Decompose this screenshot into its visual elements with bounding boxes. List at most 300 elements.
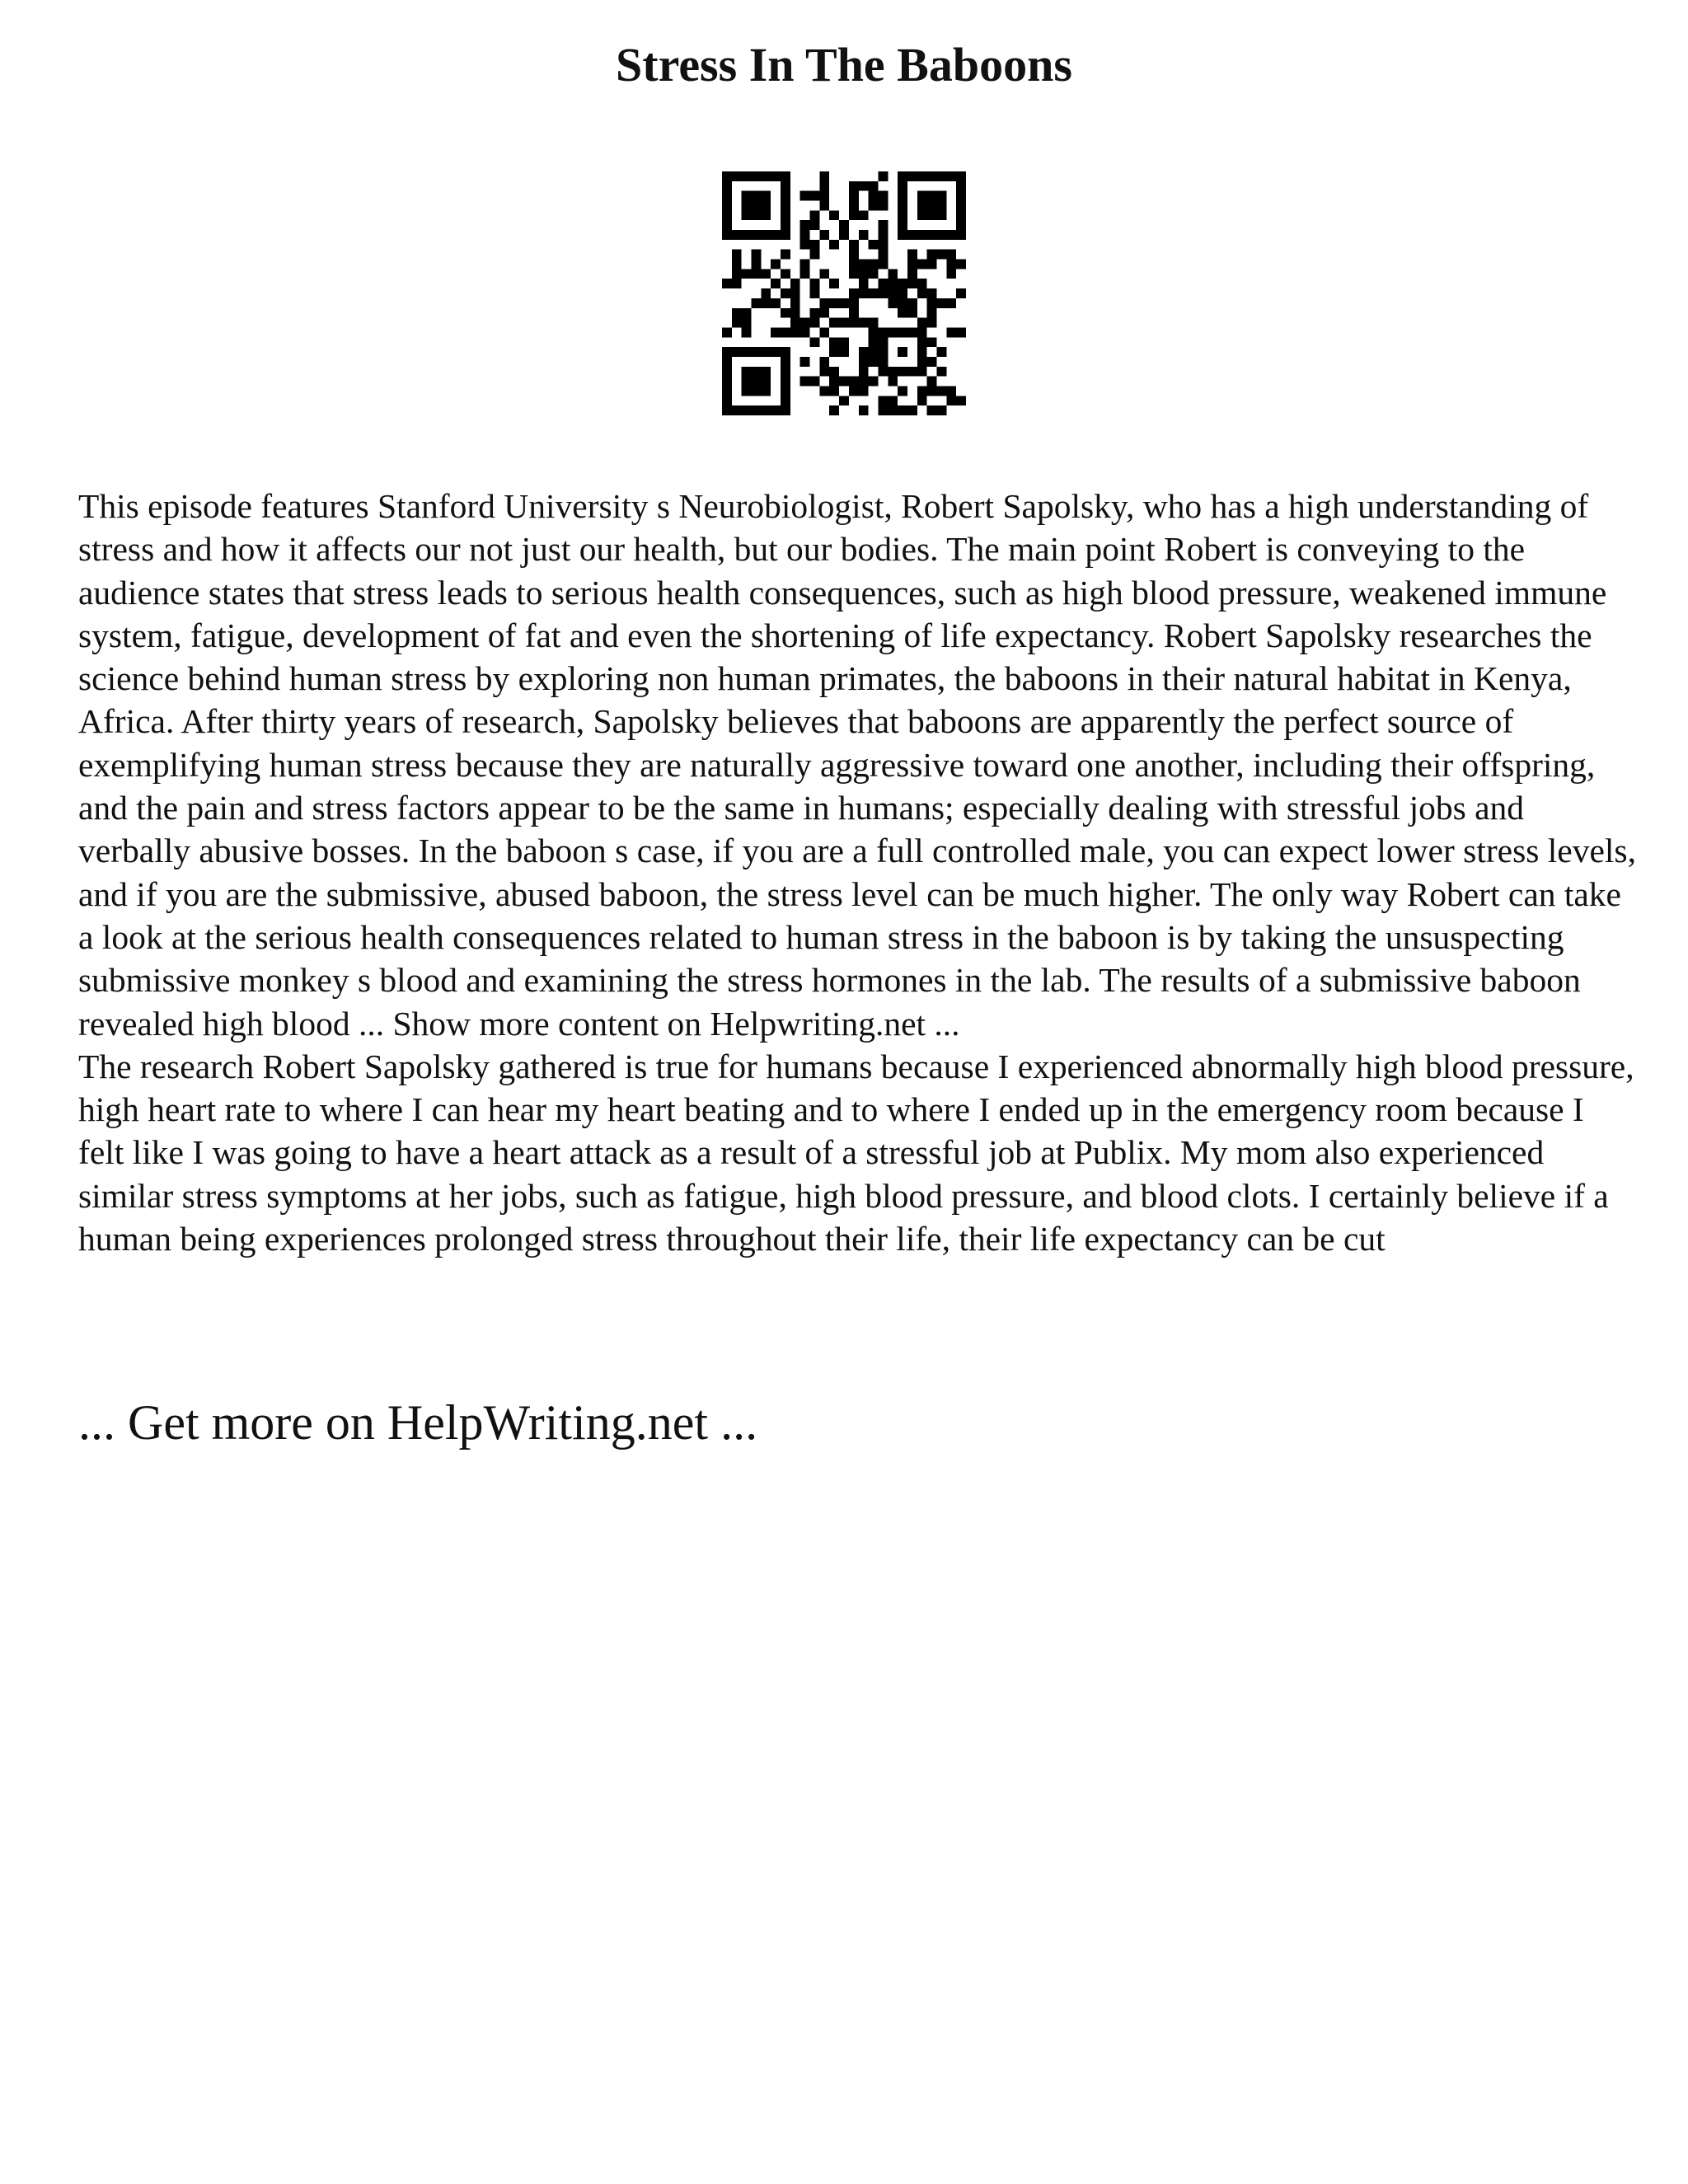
qr-module bbox=[946, 260, 956, 269]
qr-module bbox=[898, 191, 907, 201]
qr-module bbox=[752, 377, 762, 387]
qr-module bbox=[917, 230, 927, 240]
qr-module bbox=[898, 288, 907, 298]
qr-module bbox=[810, 308, 820, 318]
qr-module bbox=[936, 210, 946, 220]
qr-module bbox=[800, 377, 810, 387]
qr-module bbox=[869, 181, 879, 191]
qr-module bbox=[898, 386, 907, 396]
qr-module bbox=[936, 386, 946, 396]
qr-module bbox=[781, 250, 790, 260]
qr-module bbox=[927, 191, 937, 201]
qr-module bbox=[800, 327, 810, 337]
qr-module bbox=[781, 367, 790, 377]
qr-module bbox=[898, 181, 907, 191]
qr-module bbox=[742, 191, 752, 201]
qr-module bbox=[936, 191, 946, 201]
qr-module bbox=[907, 308, 917, 318]
qr-module bbox=[888, 327, 898, 337]
qr-module bbox=[936, 171, 946, 181]
qr-module bbox=[829, 347, 839, 357]
qr-module bbox=[849, 298, 859, 308]
qr-module bbox=[869, 357, 879, 367]
qr-code-graphic bbox=[722, 171, 966, 415]
qr-module bbox=[917, 367, 927, 377]
qr-module bbox=[819, 171, 829, 181]
qr-module bbox=[946, 386, 956, 396]
qr-module bbox=[839, 377, 849, 387]
qr-module bbox=[732, 171, 742, 181]
qr-module bbox=[810, 220, 820, 230]
qr-module bbox=[781, 191, 790, 201]
qr-module bbox=[761, 171, 771, 181]
qr-module bbox=[781, 386, 790, 396]
qr-module bbox=[927, 357, 937, 367]
qr-module bbox=[742, 201, 752, 211]
qr-module bbox=[859, 405, 869, 415]
qr-module bbox=[810, 377, 820, 387]
qr-module bbox=[742, 171, 752, 181]
qr-module bbox=[849, 260, 859, 269]
qr-module bbox=[819, 386, 829, 396]
qr-module bbox=[732, 250, 742, 260]
qr-module bbox=[800, 357, 810, 367]
qr-module bbox=[946, 327, 956, 337]
qr-module bbox=[878, 240, 888, 250]
qr-module bbox=[859, 269, 869, 279]
qr-module bbox=[956, 260, 966, 269]
qr-module bbox=[917, 386, 927, 396]
qr-module bbox=[742, 230, 752, 240]
qr-module bbox=[761, 269, 771, 279]
qr-module bbox=[752, 191, 762, 201]
qr-module bbox=[839, 347, 849, 357]
qr-module bbox=[898, 220, 907, 230]
qr-module bbox=[732, 318, 742, 328]
qr-module bbox=[839, 318, 849, 328]
qr-module bbox=[859, 181, 869, 191]
qr-module bbox=[829, 298, 839, 308]
qr-module bbox=[722, 327, 732, 337]
qr-module bbox=[771, 230, 781, 240]
qr-module bbox=[888, 298, 898, 308]
qr-module bbox=[859, 279, 869, 288]
qr-module bbox=[829, 367, 839, 377]
qr-module bbox=[781, 308, 790, 318]
qr-module bbox=[761, 367, 771, 377]
qr-module bbox=[869, 377, 879, 387]
qr-module bbox=[752, 367, 762, 377]
paragraph-1: This episode features Stanford University s Neurobiologist, Robert Sapolsky, who has a high understanding of stress and how it affects our not just our health, but our bodies. The main point Robert is conveying to the audience states that stress leads to serious health consequences, such as high blood pressure, weakened immune system, fatigue, development of fat and even the shortening of life expectancy. Robert Sapolsky researches the science behind human stress by exploring non human primates, the baboons in their natural habitat in Kenya, Africa. After thirty years of research, Sapolsky believes that baboons are apparently the perfect source of exemplifying human stress because they are naturally aggressive toward one another, including their offspring, and the pain and stress factors appear to be the same in humans; especially dealing with stressful jobs and verbally abusive bosses. In the baboon s case, if you are a full controlled male, you can expect lower stress levels, and if you are the submissive, abused baboon, the stress level can be much higher. The only way Robert can take a look at the serious health consequences related to human stress in the baboon is by taking the unsuspecting submissive monkey s blood and examining the stress hormones in the lab. The results of a submissive baboon revealed high blood ... Show more content on Helpwriting.net ... bbox=[78, 487, 1636, 1043]
qr-module bbox=[946, 230, 956, 240]
qr-module bbox=[752, 260, 762, 269]
qr-module bbox=[722, 347, 732, 357]
qr-module bbox=[927, 377, 937, 387]
qr-module bbox=[800, 220, 810, 230]
qr-module bbox=[829, 377, 839, 387]
qr-module bbox=[771, 298, 781, 308]
qr-module bbox=[722, 171, 732, 181]
qr-module bbox=[927, 230, 937, 240]
qr-module bbox=[790, 288, 800, 298]
qr-module bbox=[898, 279, 907, 288]
qr-module bbox=[819, 298, 829, 308]
qr-module bbox=[819, 201, 829, 211]
qr-module bbox=[810, 240, 820, 250]
qr-module bbox=[898, 347, 907, 357]
qr-module bbox=[878, 288, 888, 298]
qr-module bbox=[917, 191, 927, 201]
qr-module bbox=[810, 210, 820, 220]
qr-module bbox=[722, 405, 732, 415]
qr-module bbox=[761, 230, 771, 240]
qr-module bbox=[878, 405, 888, 415]
qr-module bbox=[859, 260, 869, 269]
qr-module bbox=[849, 181, 859, 191]
qr-module bbox=[752, 386, 762, 396]
qr-module bbox=[869, 288, 879, 298]
qr-module bbox=[771, 260, 781, 269]
qr-module bbox=[781, 377, 790, 387]
qr-module bbox=[878, 279, 888, 288]
qr-module bbox=[898, 210, 907, 220]
qr-module bbox=[800, 230, 810, 240]
qr-module bbox=[869, 260, 879, 269]
qr-module bbox=[859, 377, 869, 387]
qr-module bbox=[819, 357, 829, 367]
qr-module bbox=[888, 288, 898, 298]
qr-module bbox=[878, 327, 888, 337]
qr-module bbox=[839, 230, 849, 240]
qr-module bbox=[907, 279, 917, 288]
qr-module bbox=[810, 191, 820, 201]
qr-module bbox=[907, 327, 917, 337]
qr-module bbox=[761, 191, 771, 201]
qr-module bbox=[898, 327, 907, 337]
qr-module bbox=[917, 260, 927, 269]
qr-module bbox=[790, 318, 800, 328]
qr-module bbox=[898, 171, 907, 181]
paragraph-2: The research Robert Sapolsky gathered is true for humans because I experienced abnormally high blood pressure, high heart rate to where I can hear my heart beating and to where I ended up in the emergency room because I felt like I was going to have a heart attack as a result of a stressful job at Publix. My mom also experienced similar stress symptoms at her jobs, such as fatigue, high blood pressure, and blood clots. I certainly believe if a human being experiences prolonged stress throughout their life, their life expectancy can be cut bbox=[78, 1047, 1634, 1258]
qr-module bbox=[722, 210, 732, 220]
qr-module bbox=[771, 327, 781, 337]
qr-module bbox=[849, 240, 859, 250]
qr-module bbox=[936, 298, 946, 308]
qr-module bbox=[869, 240, 879, 250]
qr-module bbox=[761, 298, 771, 308]
qr-module bbox=[956, 288, 966, 298]
qr-module bbox=[781, 181, 790, 191]
qr-module bbox=[781, 347, 790, 357]
qr-module bbox=[790, 308, 800, 318]
qr-module bbox=[878, 357, 888, 367]
qr-module bbox=[722, 357, 732, 367]
qr-module bbox=[761, 386, 771, 396]
qr-module bbox=[927, 318, 937, 328]
qr-module bbox=[781, 210, 790, 220]
qr-module bbox=[819, 367, 829, 377]
qr-module bbox=[956, 220, 966, 230]
qr-module bbox=[752, 210, 762, 220]
qr-module bbox=[917, 327, 927, 337]
qr-module bbox=[927, 171, 937, 181]
qr-module bbox=[956, 396, 966, 405]
qr-module bbox=[956, 210, 966, 220]
qr-module bbox=[752, 230, 762, 240]
qr-module bbox=[752, 405, 762, 415]
qr-module bbox=[927, 250, 937, 260]
qr-module bbox=[742, 210, 752, 220]
qr-module bbox=[829, 405, 839, 415]
qr-module bbox=[829, 386, 839, 396]
qr-module bbox=[917, 171, 927, 181]
qr-module bbox=[927, 210, 937, 220]
qr-module bbox=[878, 260, 888, 269]
qr-module bbox=[859, 357, 869, 367]
qr-module bbox=[917, 279, 927, 288]
article-body bbox=[78, 485, 1636, 1260]
qr-module bbox=[936, 250, 946, 260]
qr-module bbox=[810, 279, 820, 288]
qr-module bbox=[907, 269, 917, 279]
qr-module bbox=[722, 386, 732, 396]
qr-module bbox=[849, 250, 859, 260]
qr-module bbox=[878, 220, 888, 230]
qr-module bbox=[781, 220, 790, 230]
qr-module bbox=[752, 250, 762, 260]
qr-module bbox=[722, 279, 732, 288]
qr-module bbox=[819, 181, 829, 191]
qr-module bbox=[946, 396, 956, 405]
qr-module bbox=[800, 191, 810, 201]
qr-module bbox=[849, 201, 859, 211]
qr-module bbox=[859, 318, 869, 328]
document-title: Stress In The Baboons bbox=[616, 38, 1072, 91]
get-more-link[interactable]: ... Get more on HelpWriting.net ... bbox=[78, 1395, 758, 1450]
qr-module bbox=[917, 210, 927, 220]
qr-module bbox=[849, 386, 859, 396]
qr-module bbox=[800, 240, 810, 250]
qr-module bbox=[732, 405, 742, 415]
qr-module bbox=[869, 318, 879, 328]
qr-module bbox=[888, 396, 898, 405]
qr-module bbox=[927, 337, 937, 347]
qr-module bbox=[781, 201, 790, 211]
qr-module bbox=[878, 201, 888, 211]
qr-module bbox=[927, 260, 937, 269]
qr-module bbox=[888, 405, 898, 415]
qr-module bbox=[722, 396, 732, 405]
qr-module bbox=[742, 269, 752, 279]
qr-module bbox=[752, 347, 762, 357]
qr-module bbox=[907, 171, 917, 181]
qr-module bbox=[829, 210, 839, 220]
qr-module bbox=[859, 230, 869, 240]
qr-module bbox=[898, 298, 907, 308]
qr-module bbox=[907, 298, 917, 308]
qr-module bbox=[722, 201, 732, 211]
qr-module bbox=[946, 298, 956, 308]
qr-module bbox=[849, 210, 859, 220]
qr-module bbox=[898, 230, 907, 240]
qr-module bbox=[878, 337, 888, 347]
qr-module bbox=[742, 367, 752, 377]
qr-module bbox=[927, 298, 937, 308]
qr-module bbox=[869, 337, 879, 347]
qr-module bbox=[761, 347, 771, 357]
qr-module bbox=[790, 298, 800, 308]
qr-module bbox=[849, 269, 859, 279]
qr-module bbox=[936, 367, 946, 377]
qr-module bbox=[878, 250, 888, 260]
qr-module bbox=[917, 318, 927, 328]
qr-module bbox=[732, 230, 742, 240]
qr-module bbox=[742, 308, 752, 318]
qr-module bbox=[761, 210, 771, 220]
qr-module bbox=[771, 171, 781, 181]
qr-module bbox=[829, 279, 839, 288]
qr-module bbox=[907, 367, 917, 377]
qr-module bbox=[752, 201, 762, 211]
qr-module bbox=[888, 279, 898, 288]
qr-module bbox=[800, 318, 810, 328]
qr-module bbox=[781, 396, 790, 405]
qr-module bbox=[956, 327, 966, 337]
qr-module bbox=[936, 405, 946, 415]
qr-module bbox=[859, 210, 869, 220]
qr-module bbox=[732, 347, 742, 357]
qr-module bbox=[869, 327, 879, 337]
qr-module bbox=[927, 288, 937, 298]
qr-module bbox=[752, 298, 762, 308]
qr-module bbox=[790, 327, 800, 337]
qr-module bbox=[732, 308, 742, 318]
qr-module bbox=[810, 288, 820, 298]
qr-module bbox=[771, 279, 781, 288]
qr-module bbox=[761, 377, 771, 387]
qr-module bbox=[917, 288, 927, 298]
qr-module bbox=[742, 318, 752, 328]
qr-module bbox=[742, 377, 752, 387]
qr-module bbox=[722, 191, 732, 201]
qr-module bbox=[878, 230, 888, 240]
qr-module bbox=[810, 250, 820, 260]
qr-module bbox=[761, 405, 771, 415]
qr-module bbox=[888, 367, 898, 377]
qr-module bbox=[869, 191, 879, 201]
qr-module bbox=[927, 308, 937, 318]
qr-module bbox=[888, 377, 898, 387]
qr-module bbox=[859, 347, 869, 357]
qr-module bbox=[917, 337, 927, 347]
qr-module bbox=[790, 279, 800, 288]
qr-module bbox=[878, 367, 888, 377]
qr-module bbox=[722, 220, 732, 230]
qr-module bbox=[781, 327, 790, 337]
qr-module bbox=[888, 269, 898, 279]
qr-module bbox=[946, 171, 956, 181]
qr-module bbox=[761, 288, 771, 298]
qr-module bbox=[956, 230, 966, 240]
qr-module bbox=[752, 171, 762, 181]
qr-module bbox=[839, 298, 849, 308]
qr-code-icon bbox=[722, 171, 966, 415]
qr-module bbox=[927, 201, 937, 211]
qr-module bbox=[761, 201, 771, 211]
qr-module bbox=[781, 405, 790, 415]
qr-module bbox=[878, 396, 888, 405]
qr-module bbox=[936, 201, 946, 211]
qr-module bbox=[869, 269, 879, 279]
qr-module bbox=[781, 230, 790, 240]
qr-module bbox=[732, 260, 742, 269]
qr-module bbox=[927, 386, 937, 396]
qr-module bbox=[869, 201, 879, 211]
qr-module bbox=[946, 269, 956, 279]
qr-module bbox=[849, 288, 859, 298]
qr-module bbox=[781, 171, 790, 181]
qr-module bbox=[927, 405, 937, 415]
qr-module bbox=[898, 367, 907, 377]
qr-module bbox=[859, 386, 869, 396]
qr-module bbox=[907, 260, 917, 269]
qr-module bbox=[956, 171, 966, 181]
qr-module bbox=[810, 318, 820, 328]
qr-module bbox=[878, 171, 888, 181]
qr-module bbox=[869, 347, 879, 357]
qr-module bbox=[722, 367, 732, 377]
qr-module bbox=[742, 386, 752, 396]
qr-module bbox=[946, 250, 956, 260]
qr-module bbox=[800, 269, 810, 279]
qr-module bbox=[917, 347, 927, 357]
qr-module bbox=[898, 201, 907, 211]
qr-module bbox=[742, 347, 752, 357]
qr-module bbox=[936, 230, 946, 240]
qr-module bbox=[810, 337, 820, 347]
qr-module bbox=[722, 181, 732, 191]
qr-module bbox=[839, 220, 849, 230]
qr-module bbox=[907, 250, 917, 260]
qr-module bbox=[878, 191, 888, 201]
qr-module bbox=[907, 230, 917, 240]
qr-module bbox=[956, 181, 966, 191]
qr-module bbox=[917, 396, 927, 405]
qr-module bbox=[936, 347, 946, 357]
qr-module bbox=[917, 201, 927, 211]
qr-module bbox=[859, 288, 869, 298]
qr-module bbox=[849, 377, 859, 387]
qr-module bbox=[956, 201, 966, 211]
qr-module bbox=[849, 308, 859, 318]
qr-module bbox=[898, 405, 907, 415]
qr-module bbox=[771, 405, 781, 415]
qr-module bbox=[956, 191, 966, 201]
qr-module bbox=[839, 337, 849, 347]
qr-module bbox=[917, 357, 927, 367]
qr-module bbox=[752, 269, 762, 279]
qr-module bbox=[859, 367, 869, 377]
qr-module bbox=[742, 405, 752, 415]
qr-module bbox=[898, 308, 907, 318]
qr-module bbox=[800, 260, 810, 269]
qr-module bbox=[819, 327, 829, 337]
qr-module bbox=[829, 337, 839, 347]
qr-module bbox=[849, 318, 859, 328]
qr-module bbox=[819, 308, 829, 318]
qr-module bbox=[819, 191, 829, 201]
qr-module bbox=[849, 191, 859, 201]
